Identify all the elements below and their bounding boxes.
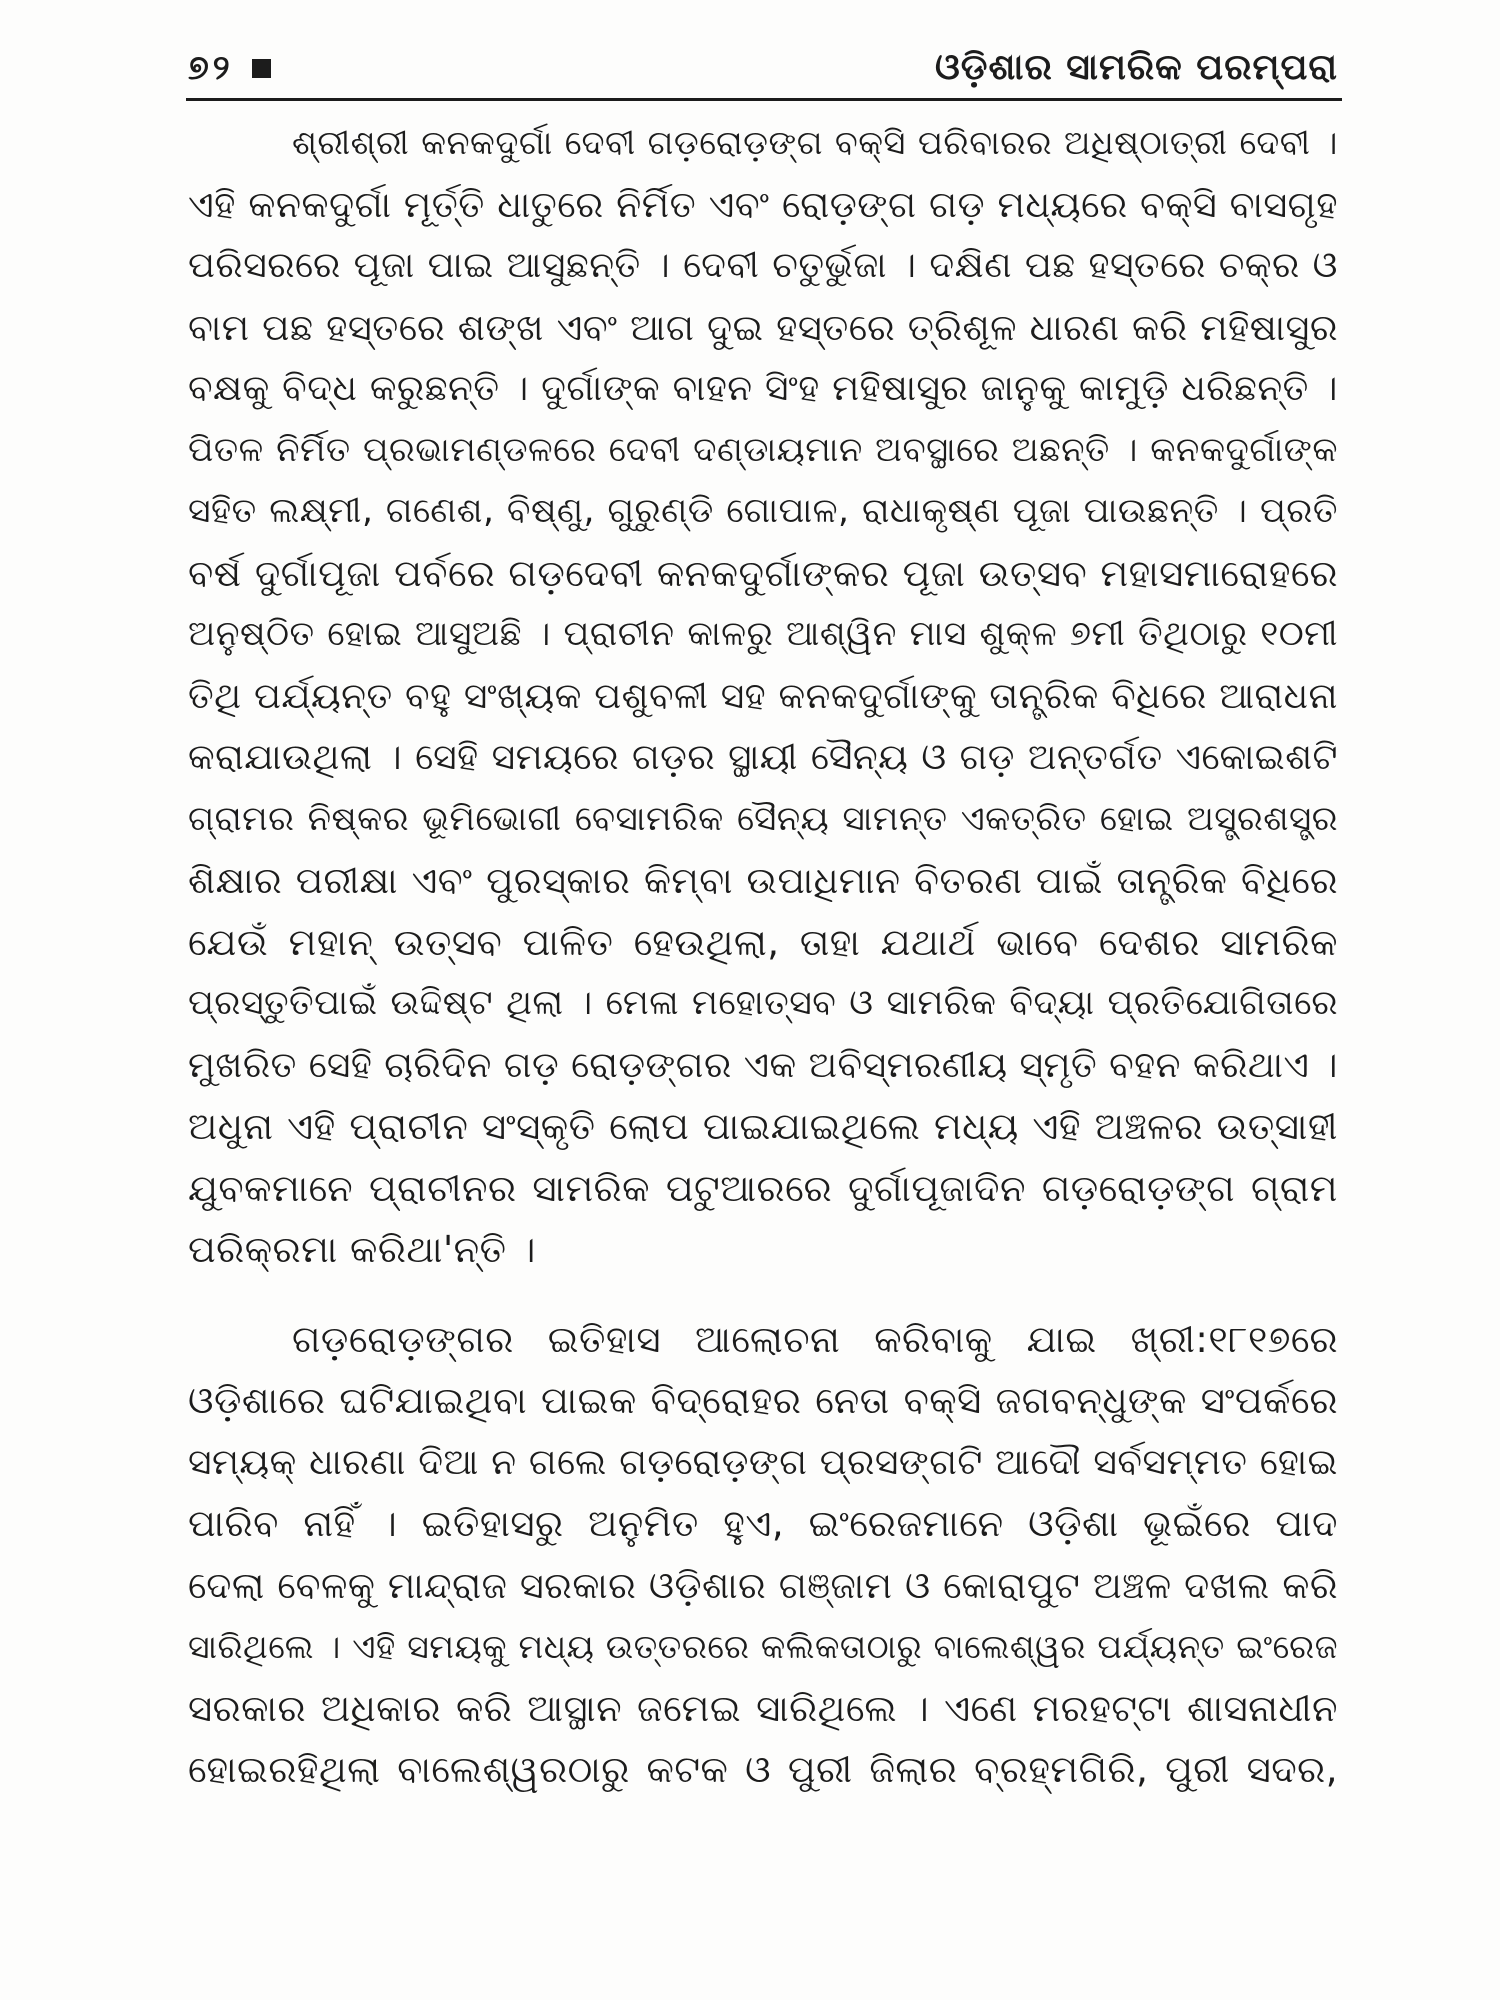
header-divider: [186, 98, 1342, 101]
text-line: ତିଥି ପର୍ଯ୍ୟନ୍ତ ବହୁ ସଂଖ୍ୟକ ପଶୁବଳୀ ସହ କନକଦୁର୍ଗାଙ୍କୁ ତାନ୍ତ୍ରିକ ବିଧିରେ ଆରାଧନା: [188, 675, 1338, 717]
text-line: ବର୍ଷ ଦୁର୍ଗାପୂଜା ପର୍ବରେ ଗଡ଼ଦେବୀ କନକଦୁର୍ଗାଙ୍କର ପୂଜା ଉତ୍ସବ ମହାସମାରୋହରେ: [188, 551, 1338, 595]
text-line: ଯୁବକମାନେ ପ୍ରାଚୀନର ସାମରିକ ପଟୁଆରରେ ଦୁର୍ଗାପୂଜାଦିନ ଗଡ଼ରୋଡ଼ଙ୍ଗ ଗ୍ରାମ: [188, 1166, 1338, 1210]
text-line: ବାମ ପଛ ହସ୍ତରେ ଶଙ୍ଖ ଏବଂ ଆଗ ଦୁଇ ହସ୍ତରେ ତ୍ରିଶୂଳ ଧାରଣ କରି ମହିଷାସୁର: [188, 305, 1338, 349]
text-line: ଗ୍ରାମର ନିଷ୍କର ଭୂମିଭୋଗୀ ବେସାମରିକ ସୈନ୍ୟ ସାମନ୍ତ ଏକତ୍ରିତ ହୋଇ ଅସ୍ତ୍ରଶସ୍ତ୍ର: [188, 798, 1338, 839]
text-line: ବକ୍ଷକୁ ବିଦ୍ଧ କରୁଛନ୍ତି । ଦୁର୍ଗାଙ୍କ ବାହନ ସିଂହ ମହିଷାସୁର ଜାନୁକୁ କାମୁଡ଼ି ଧରିଛନ୍ତି ।: [188, 368, 1338, 409]
text-line: ମୁଖରିତ ସେହି ଚାରିଦିନ ଗଡ଼ ରୋଡ଼ଙ୍ଗର ଏକ ଅବିସ୍ମରଣୀୟ ସ୍ମୃତି ବହନ କରିଥାଏ ।: [188, 1044, 1338, 1086]
text-line: ପରିକ୍ରମା କରିଥା'ନ୍ତି ।: [188, 1228, 536, 1271]
text-line: ସମ୍ୟକ୍ ଧାରଣା ଦିଆ ନ ଗଲେ ଗଡ଼ରୋଡ଼ଙ୍ଗ ପ୍ରସଙ୍ଗଟି ଆଦୌ ସର୍ବସମ୍ମତ ହୋଇ: [188, 1441, 1338, 1483]
text-line: ଓଡ଼ିଶାରେ ଘଟିଯାଇଥିବା ପାଇକ ବିଦ୍ରୋହର ନେତା ବକ୍‌ସି ଜଗବନ୍ଧୁଙ୍କ ସଂପର୍କରେ: [188, 1379, 1338, 1422]
running-header: [188, 40, 1338, 96]
text-line: ଅଧୁନା ଏହି ପ୍ରାଚୀନ ସଂସ୍କୃତି ଲୋପ ପାଇଯାଇଥିଲେ ମଧ୍ୟ ଏହି ଅଞ୍ଚଳର ଉତ୍ସାହୀ: [188, 1105, 1338, 1148]
text-line: ପିତଳ ନିର୍ମିତ ପ୍ରଭାମଣ୍ଡଳରେ ଦେବୀ ଦଣ୍ଡାୟମାନ ଅବସ୍ଥାରେ ଅଛନ୍ତି । କନକଦୁର୍ଗାଙ୍କ: [188, 429, 1338, 470]
text-line: ସରକାର ଅଧିକାର କରି ଆସ୍ଥାନ ଜମେଇ ସାରିଥିଲେ । ଏଣେ ମରହଟ୍ଟା ଶାସନାଧୀନ: [188, 1686, 1338, 1730]
text-line: କରାଯାଉଥିଲା । ସେହି ସମୟରେ ଗଡ଼ର ସ୍ଥାୟୀ ସୈନ୍ୟ ଓ ଗଡ଼ ଅନ୍ତର୍ଗତ ଏକୋଇଶଟି: [188, 737, 1338, 778]
text-line: ଅନୁଷ୍ଠିତ ହୋଇ ଆସୁଅଛି । ପ୍ରାଚୀନ କାଳରୁ ଆଶ୍ୱିନ ମାସ ଶୁକ୍ଳ ୭ମୀ ତିଥିଠାରୁ ୧୦ମୀ: [188, 614, 1338, 654]
text-line: ଶ୍ରୀଶ୍ରୀ କନକଦୁର୍ଗା ଦେବୀ ଗଡ଼ରୋଡ଼ଙ୍ଗ ବକ୍‌ସି ପରିବାରର ଅଧିଷ୍ଠାତ୍ରୀ ଦେବୀ ।: [292, 123, 1338, 162]
book-title: ଓଡ଼ିଶାର ସାମରିକ ପରମ୍ପରା: [934, 47, 1338, 88]
text-line: ଶିକ୍ଷାର ପରୀକ୍ଷା ଏବଂ ପୁରସ୍କାର କିମ୍ବା ଉପାଧିମାନ ବିତରଣ ପାଇଁ ତାନ୍ତ୍ରିକ ବିଧିରେ: [188, 859, 1338, 902]
text-line: ପ୍ରସ୍ତୁତିପାଇଁ ଉଦ୍ଦିଷ୍ଟ ଥିଲା । ମେଳା ମହୋତ୍ସବ ଓ ସାମରିକ ବିଦ୍ୟା ପ୍ରତିଯୋଗିତାରେ: [188, 983, 1338, 1023]
text-line: ପାରିବ ନାହିଁ । ଇତିହାସରୁ ଅନୁମିତ ହୁଏ, ଇଂରେଜମାନେ ଓଡ଼ିଶା ଭୂଇଁରେ ପାଦ: [188, 1502, 1338, 1545]
square-bullet-icon: [252, 59, 271, 78]
text-line: ଯେଉଁ ମହାନ୍ ଉତ୍ସବ ପାଳିତ ହେଉଥିଲା, ତାହା ଯଥାର୍ଥ ଭାବେ ଦେଶର ସାମରିକ: [188, 920, 1338, 964]
text-line: ପରିସରରେ ପୂଜା ପାଇ ଆସୁଛନ୍ତି । ଦେବୀ ଚତୁର୍ଭୁଜା । ଦକ୍ଷିଣ ପଛ ହସ୍ତରେ ଚକ୍ର ଓ: [188, 245, 1338, 286]
paragraph: [188, 1309, 1338, 1801]
text-line: ଗଡ଼ରୋଡ଼ଙ୍ଗର ଇତିହାସ ଆଲୋଚନା କରିବାକୁ ଯାଇ ଖ୍ରୀ:୧୮୧୭ରେ: [292, 1317, 1338, 1361]
paragraph: [188, 112, 1338, 1281]
body-text: [188, 112, 1338, 1801]
text-line: ହୋଇରହିଥିଲା ବାଲେଶ୍ୱରଠାରୁ କଟକ ଓ ପୁରୀ ଜିଲାର ବ୍ରହ୍ମଗିରି, ପୁରୀ ସଦର,: [188, 1748, 1338, 1791]
text-line: ଏହି କନକଦୁର୍ଗା ମୂର୍ତ୍ତି ଧାତୁରେ ନିର୍ମିତ ଏବଂ ରୋଡ଼ଙ୍ଗ ଗଡ଼ ମଧ୍ୟରେ ବକ୍‌ସି ବାସଗୃହ: [188, 182, 1338, 226]
text-line: ସାରିଥିଲେ । ଏହି ସମୟକୁ ମଧ୍ୟ ଉତ୍ତରରେ କଲିକତାଠାରୁ ବାଲେଶ୍ୱର ପର୍ଯ୍ୟନ୍ତ ଇଂରେଜ: [188, 1627, 1338, 1666]
page-number: ୭୨: [188, 48, 234, 88]
paragraph-spacer: [188, 1281, 1338, 1309]
text-line: ଦେଲା ବେଳକୁ ମାନ୍ଦ୍ରାଜ ସରକାର ଓଡ଼ିଶାର ଗଞ୍ଜାମ ଓ କୋରାପୁଟ ଅଞ୍ଚଳ ଦଖଲ କରି: [188, 1563, 1338, 1607]
text-line: ସହିତ ଲକ୍ଷ୍ମୀ, ଗଣେଶ, ବିଷ୍ଣୁ, ଗୁରୁଣ୍ଡି ଗୋପାଳ, ରାଧାକୃଷ୍ଣ ପୂଜା ପାଉଛନ୍ତି । ପ୍ରତି: [188, 491, 1338, 531]
page-number-group: [188, 48, 271, 88]
